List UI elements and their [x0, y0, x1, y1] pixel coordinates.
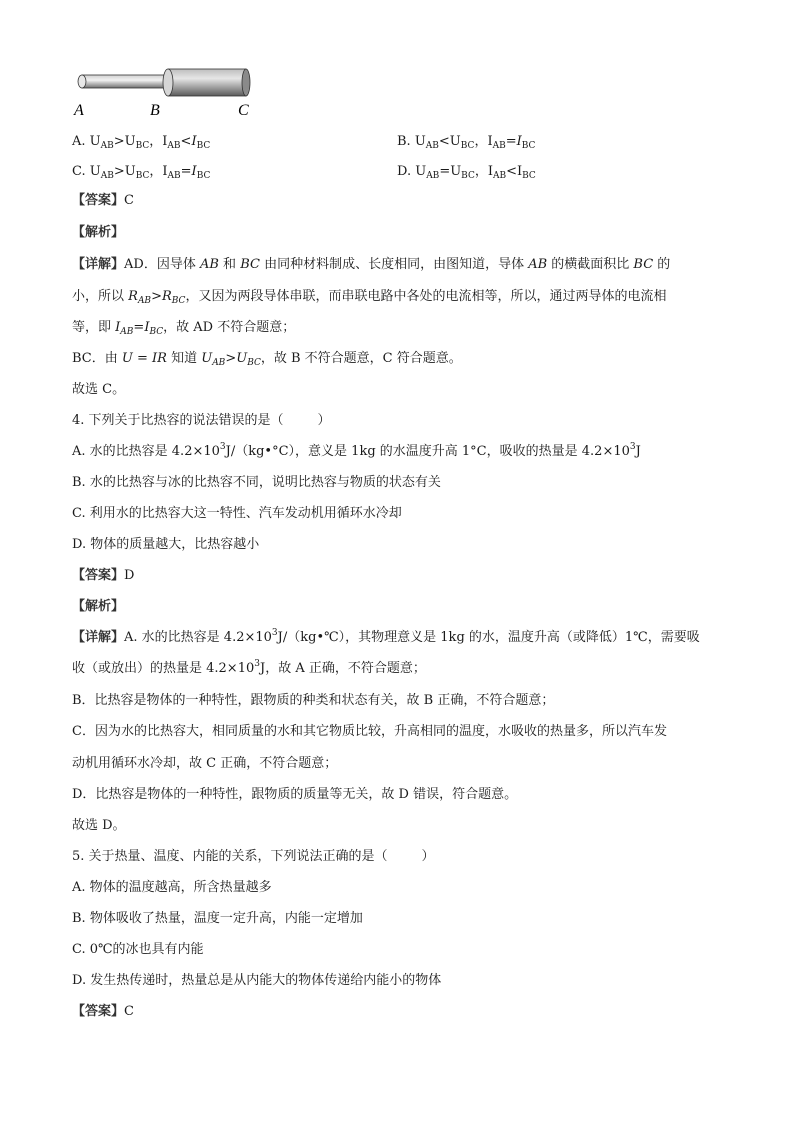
q4-detail-line: B．比热容是物体的一种特性，跟物质的种类和状态有关，故 B 正确，不符合题意； [72, 693, 555, 708]
q4-option-b[interactable]: B. 水的比热容与冰的比热容不同，说明比热容与物质的状态有关 [72, 475, 441, 490]
q4-answer [72, 566, 134, 586]
answer-tag: 【答案】 [72, 1004, 125, 1019]
q5-option-d[interactable]: D. 发生热传递时，热量总是从内能大的物体传递给内能小的物体 [72, 973, 442, 988]
q3-option-a[interactable]: A. $U_{AB}>U_{BC}$，$I_{AB}<I_{BC}$ [72, 134, 211, 151]
q5-stem-end: ） [421, 849, 435, 864]
q3-detail-line: 故选 C。 [72, 382, 126, 397]
answer-value: C [124, 193, 134, 208]
detail-tag: 【详解】 [72, 257, 125, 272]
q3-option-d[interactable]: D. $U_{AB}=U_{BC}$，$I_{AB}<I_{BC}$ [397, 164, 536, 181]
thin-conductor-ab [78, 75, 168, 88]
q4-stem [72, 411, 331, 431]
analysis-tag: 【解析】 [72, 599, 125, 614]
q5-option-c[interactable]: C. 0℃的冰也具有内能 [72, 942, 204, 957]
q4-detail-line: D．比热容是物体的一种特性，跟物质的质量等无关，故 D 错误，符合题意。 [72, 787, 518, 802]
q4-detail-line: 动机用循环水冷却，故 C 正确，不符合题意； [72, 756, 338, 771]
q5-option-a[interactable]: A. 物体的温度越高，所含热量越多 [72, 880, 272, 895]
q4-detail-line: 收（或放出）的热量是 $4.2\times 10^3J$，故 A 正确，不符合题意； [72, 659, 426, 676]
q4-option-c[interactable]: C. 利用水的比热容大这一特性、汽车发动机用循环水冷却 [72, 506, 402, 521]
q4-detail-line: 故选 D。 [72, 818, 126, 833]
q4-analysis-tag [72, 597, 124, 617]
answer-tag: 【答案】 [72, 193, 125, 208]
q3-detail-line: 等，即 $I_{AB}=I_{BC}$，故 AD 不符合题意； [72, 320, 296, 337]
label-b: B [150, 102, 160, 119]
q4-detail-line [72, 628, 722, 648]
answer-tag: 【答案】 [72, 568, 125, 583]
label-a: A [74, 102, 84, 119]
answer-value: C [124, 1004, 134, 1019]
q3-option-b[interactable]: B. $U_{AB}<U_{BC}$，$I_{AB}=I_{BC}$ [397, 134, 536, 151]
conductor-figure [68, 64, 268, 120]
q4-option-a[interactable]: A. 水的比热容是 $4.2\times 10^3J/(kg•^\circ C)$，意义是 1kg 的水温度升高 1°C，吸收的热量是 $4.2\times 10^3J$ [72, 442, 641, 459]
q3-answer [72, 191, 134, 211]
q4-option-d[interactable]: D. 物体的质量越大，比热容越小 [72, 537, 260, 552]
q3-option-c[interactable]: C. $U_{AB}>U_{BC}$，$I_{AB}=I_{BC}$ [72, 164, 211, 181]
q3-detail-line: 小，所以 $R_{AB}>R_{BC}$，又因为两段导体串联，而串联电路中各处的电流相等，所以，通过两导体的电流相 [72, 289, 667, 306]
q5-option-b[interactable]: B. 物体吸收了热量，温度一定升高，内能一定增加 [72, 911, 363, 926]
q3-detail-line: BC．由 U = IR 知道 $U_{AB}>U_{BC}$，故 B 不符合题意，C 符合题意。 [72, 351, 462, 368]
q3-detail-line [72, 255, 722, 275]
q5-answer [72, 1002, 134, 1022]
answer-value: D [124, 568, 135, 583]
thick-conductor-bc [163, 69, 250, 96]
detail-text: A. 水的比热容是 $4.2\times 10^3J/(kg•℃)$，其物理意义是 1kg 的水，温度升高（或降低）1℃，需要吸 [124, 628, 700, 645]
q5-stem-text: 5. 关于热量、温度、内能的关系，下列说法正确的是（ [72, 849, 388, 864]
q3-analysis-tag [72, 223, 124, 243]
analysis-tag: 【解析】 [72, 225, 125, 240]
label-c: C [238, 102, 249, 119]
detail-text: AD．因导体 AB 和 BC 由同种材料制成、长度相同，由图知道，导体 AB 的横截面积比 BC 的 [124, 257, 671, 272]
q4-detail-line: C．因为水的比热容大，相同质量的水和其它物质比较，升高相同的温度，水吸收的热量多，所以汽车发 [72, 724, 667, 739]
q4-stem-text: 4. 下列关于比热容的说法错误的是（ [72, 413, 284, 428]
detail-tag: 【详解】 [72, 630, 125, 645]
q5-stem [72, 847, 435, 867]
q4-stem-end: ） [317, 413, 331, 428]
